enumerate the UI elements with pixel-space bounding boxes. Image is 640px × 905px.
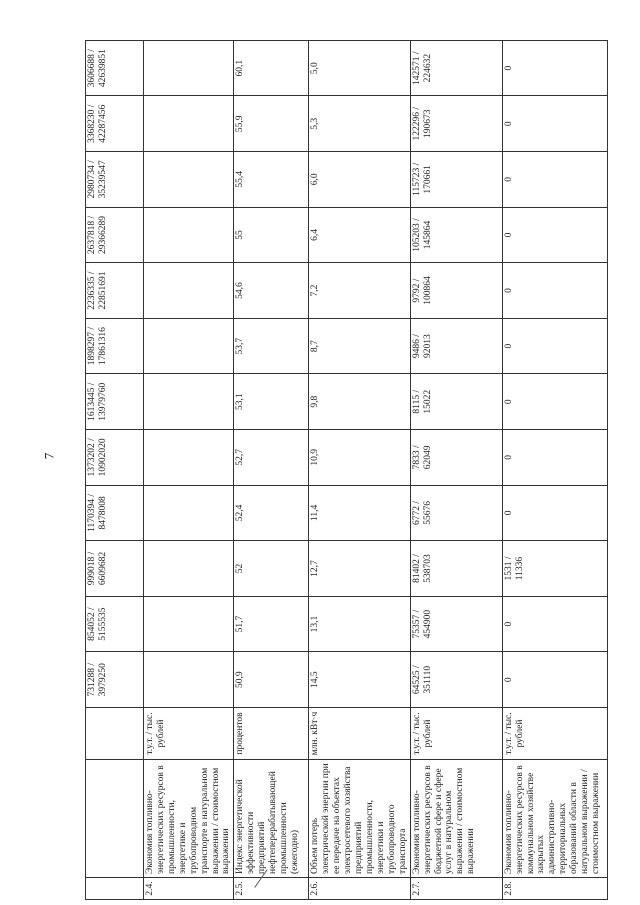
- row-value-cell: 9486 / 92013: [410, 318, 502, 374]
- row-value-cell: 55,9: [234, 96, 309, 152]
- rotated-table-container: [85, 40, 602, 900]
- row-value-cell: 142571 / 224632: [410, 40, 502, 96]
- header-value-cell: 999018 / 6609682: [86, 541, 144, 597]
- header-value-cell: 731288 / 3979250: [86, 652, 144, 708]
- header-value-cell: 1613445 / 13979760: [86, 374, 144, 430]
- row-value-cell: 9,8: [309, 374, 410, 430]
- row-value-cell: [144, 318, 234, 374]
- row-value-cell: 54,6: [234, 263, 309, 319]
- table-header-row: [86, 40, 144, 899]
- row-unit: т.у.т. / тыс. рублей: [144, 708, 234, 760]
- row-unit: млн. кВт·ч: [309, 708, 410, 760]
- row-value-cell: [144, 430, 234, 486]
- row-value-cell: 53,7: [234, 318, 309, 374]
- row-value-cell: [144, 374, 234, 430]
- row-value-cell: 8115 / 15022: [410, 374, 502, 430]
- row-index: 2.5.: [234, 878, 309, 900]
- row-value-cell: 50,9: [234, 652, 309, 708]
- row-value-cell: 9792 / 100864: [410, 263, 502, 319]
- row-value-cell: [144, 40, 234, 96]
- header-value-cell: 854052 / 5155535: [86, 596, 144, 652]
- header-value-cell: 2236335 / 22851691: [86, 263, 144, 319]
- row-value-cell: 6,0: [309, 152, 410, 208]
- row-value-cell: 122296 / 190673: [410, 96, 502, 152]
- row-value-cell: 0: [502, 596, 607, 652]
- row-value-cell: 8,7: [309, 318, 410, 374]
- row-index: 2.6.: [309, 878, 410, 900]
- header-value-cell: 2980734 / 35239547: [86, 152, 144, 208]
- table-row: [144, 40, 234, 899]
- row-value-cell: 10,9: [309, 430, 410, 486]
- row-value-cell: [144, 96, 234, 152]
- header-value-cell: 3606688 / 42639851: [86, 40, 144, 96]
- header-unit-cell: [86, 708, 144, 760]
- row-value-cell: 7,2: [309, 263, 410, 319]
- row-value-cell: 0: [502, 96, 607, 152]
- table-body: [86, 40, 608, 899]
- row-unit: процентов: [234, 708, 309, 760]
- row-value-cell: 64525 / 351110: [410, 652, 502, 708]
- row-value-cell: 115723 / 170661: [410, 152, 502, 208]
- header-value-cell: 1373202 / 10902020: [86, 430, 144, 486]
- header-value-cell: 1170394 / 8478008: [86, 485, 144, 541]
- row-index: 2.8.: [502, 878, 607, 900]
- row-value-cell: 0: [502, 40, 607, 96]
- row-index: 2.7.: [410, 878, 502, 900]
- row-value-cell: 11,4: [309, 485, 410, 541]
- header-value-cell: 3368230 / 42287456: [86, 96, 144, 152]
- row-value-cell: [144, 652, 234, 708]
- header-description-cell: [86, 760, 144, 878]
- row-value-cell: 0: [502, 485, 607, 541]
- indicators-table: [85, 40, 608, 900]
- row-value-cell: 6,4: [309, 207, 410, 263]
- row-value-cell: 5,0: [309, 40, 410, 96]
- header-index-cell: [86, 878, 144, 900]
- table-row: [234, 40, 309, 899]
- row-value-cell: 5,3: [309, 96, 410, 152]
- row-value-cell: [144, 541, 234, 597]
- row-value-cell: 0: [502, 652, 607, 708]
- row-index: 2.4.: [144, 878, 234, 900]
- row-value-cell: 0: [502, 263, 607, 319]
- row-value-cell: 7833 / 62049: [410, 430, 502, 486]
- table-row: [410, 40, 502, 899]
- row-value-cell: 75357 / 454900: [410, 596, 502, 652]
- row-value-cell: 52,7: [234, 430, 309, 486]
- page-number: 7: [41, 452, 57, 460]
- row-value-cell: 6772 / 55676: [410, 485, 502, 541]
- row-value-cell: 0: [502, 207, 607, 263]
- row-value-cell: 53,1: [234, 374, 309, 430]
- row-value-cell: 0: [502, 374, 607, 430]
- row-description: Индекс энергетической эффективности предприятий нефтеперерабатывающей промышленности (ежегодно): [234, 760, 309, 878]
- row-value-cell: [144, 207, 234, 263]
- row-value-cell: 0: [502, 430, 607, 486]
- header-value-cell: 1898297 / 17861316: [86, 318, 144, 374]
- row-value-cell: 14,5: [309, 652, 410, 708]
- row-value-cell: 1531 / 11336: [502, 541, 607, 597]
- row-value-cell: [144, 263, 234, 319]
- row-value-cell: 81402 / 538703: [410, 541, 502, 597]
- row-value-cell: 12,7: [309, 541, 410, 597]
- table-row: [502, 40, 607, 899]
- row-description: Объем потерь электрической энергии при ее передаче на объектах электросетевого хозяйства предприятий промышленности, энергетики и трубопроводного транспорта: [309, 760, 410, 878]
- row-description: Экономия топливно-энергетических ресурсов в промышленности, энергетике и трубопроводном транспорте в натуральном выражении / стоимостном выражении: [144, 760, 234, 878]
- row-value-cell: [144, 596, 234, 652]
- row-value-cell: 13,1: [309, 596, 410, 652]
- row-description: Экономия топливно-энергетических ресурсов в бюджетной сфере и сфере услуг в натуральном выражении / стоимостном выражении: [410, 760, 502, 878]
- row-value-cell: 52: [234, 541, 309, 597]
- row-description: Экономия топливно-энергетических ресурсов в коммунальном хозяйстве закрытых административно-территориальных образований области в натуральном выражении / стоимостном выражении: [502, 760, 607, 878]
- table-row: [309, 40, 410, 899]
- row-unit: т.у.т. / тыс. рублей: [410, 708, 502, 760]
- row-value-cell: 105203 / 145864: [410, 207, 502, 263]
- row-value-cell: 55: [234, 207, 309, 263]
- row-value-cell: 55,4: [234, 152, 309, 208]
- row-value-cell: 51,7: [234, 596, 309, 652]
- header-value-cell: 2637818 / 29366289: [86, 207, 144, 263]
- row-value-cell: 0: [502, 318, 607, 374]
- row-value-cell: [144, 485, 234, 541]
- row-unit: т.у.т. / тыс. рублей: [502, 708, 607, 760]
- row-value-cell: [144, 152, 234, 208]
- row-value-cell: 0: [502, 152, 607, 208]
- row-value-cell: 60,1: [234, 40, 309, 96]
- row-value-cell: 52,4: [234, 485, 309, 541]
